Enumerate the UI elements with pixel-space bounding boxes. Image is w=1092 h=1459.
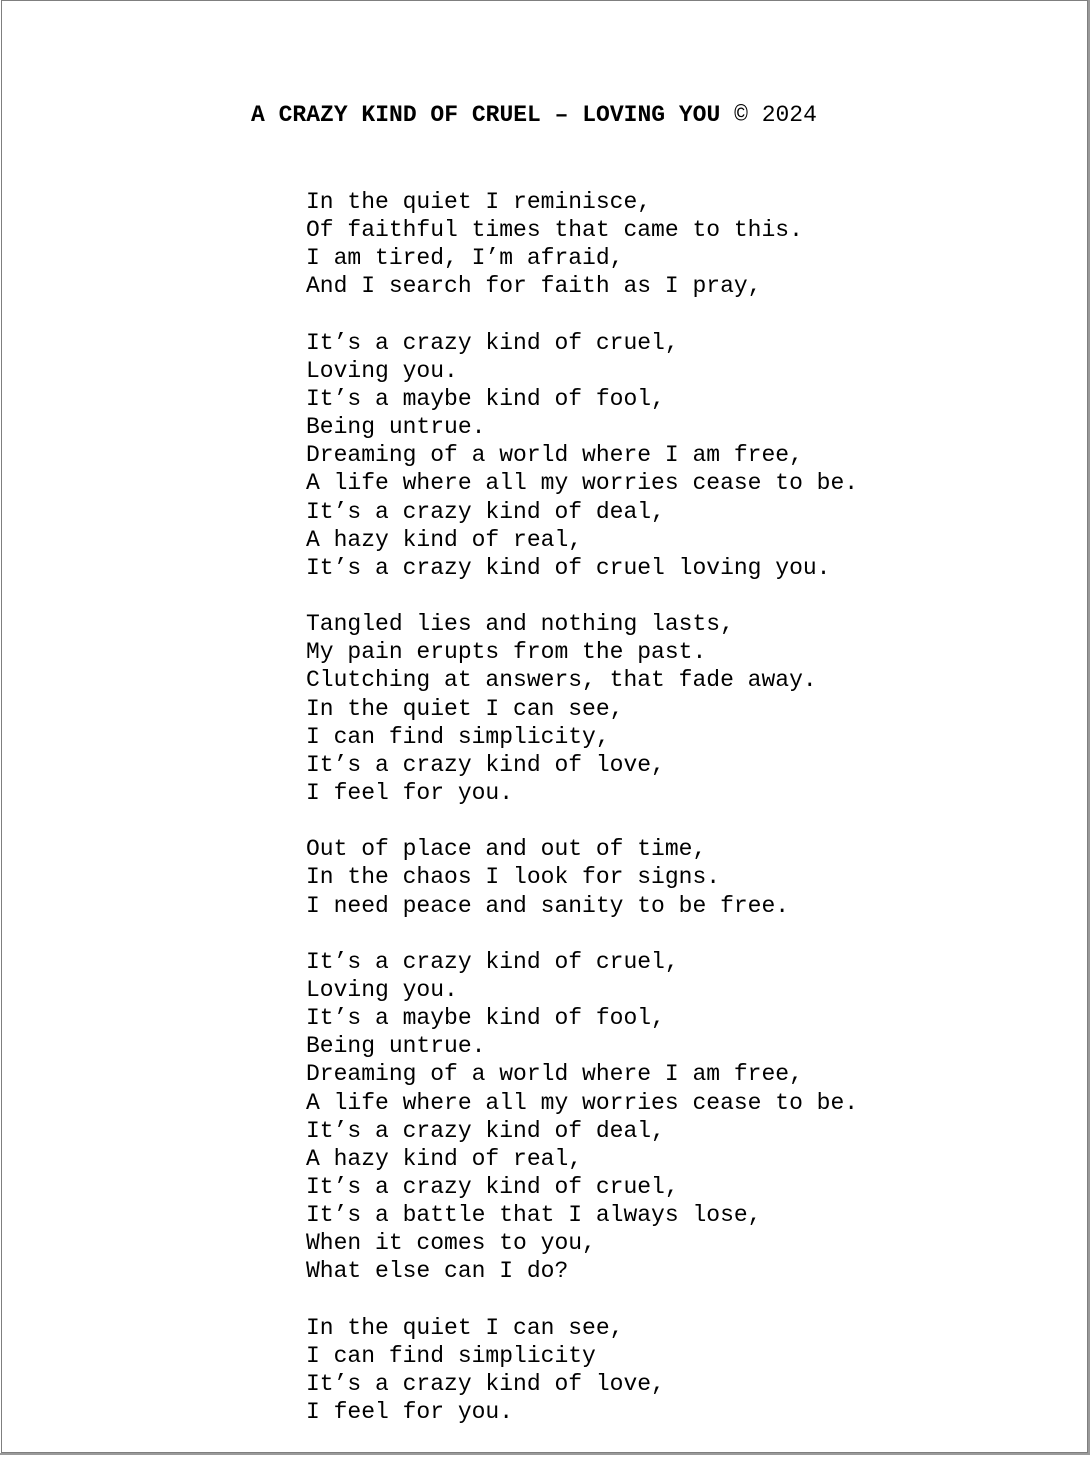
lyric-line: A life where all my worries cease to be.	[306, 1089, 859, 1116]
lyric-line: I need peace and sanity to be free.	[306, 892, 790, 919]
lyric-line: It’s a maybe kind of fool,	[306, 1005, 665, 1032]
lyric-line: And I search for faith as I pray,	[306, 273, 762, 300]
lyric-line: I can find simplicity,	[306, 723, 610, 750]
lyric-line: It’s a crazy kind of deal,	[306, 1117, 665, 1144]
lyric-line: It’s a crazy kind of cruel loving you.	[306, 554, 831, 581]
lyric-line: I feel for you.	[306, 779, 514, 806]
lyric-line: It’s a crazy kind of love,	[306, 1370, 665, 1397]
lyric-line: Of faithful times that came to this.	[306, 217, 803, 244]
stanza	[306, 1314, 858, 1427]
page-shadow-bottom	[0, 1453, 1090, 1455]
lyric-line: It’s a crazy kind of love,	[306, 751, 665, 778]
stanza	[306, 835, 858, 919]
lyric-line: Being untrue.	[306, 414, 486, 441]
copyright-notice: © 2024	[720, 102, 817, 128]
lyric-line: In the quiet I can see,	[306, 695, 624, 722]
lyric-line: It’s a crazy kind of deal,	[306, 498, 665, 525]
lyric-line: I am tired, I’m afraid,	[306, 245, 624, 272]
lyric-line: I can find simplicity	[306, 1342, 596, 1369]
lyric-line: A hazy kind of real,	[306, 526, 583, 553]
lyric-line: In the chaos I look for signs.	[306, 864, 721, 891]
lyric-line: Tangled lies and nothing lasts,	[306, 611, 734, 638]
lyric-line: Dreaming of a world where I am free,	[306, 442, 803, 469]
stanza	[306, 948, 858, 1286]
lyric-line: Being untrue.	[306, 1033, 486, 1060]
lyric-line: When it comes to you,	[306, 1230, 596, 1257]
page-title	[251, 100, 817, 130]
lyric-line: It’s a crazy kind of cruel,	[306, 948, 679, 975]
lyric-line: It’s a crazy kind of cruel,	[306, 1173, 679, 1200]
lyric-line: What else can I do?	[306, 1258, 569, 1285]
lyric-line: Dreaming of a world where I am free,	[306, 1061, 803, 1088]
stanza	[306, 610, 858, 807]
lyric-line: I feel for you.	[306, 1399, 514, 1426]
lyrics-body	[306, 188, 858, 1426]
lyric-line: Clutching at answers, that fade away.	[306, 667, 817, 694]
stanza	[306, 188, 858, 301]
lyric-line: It’s a maybe kind of fool,	[306, 385, 665, 412]
lyric-line: In the quiet I reminisce,	[306, 189, 652, 215]
lyric-line: Loving you.	[306, 357, 458, 384]
lyric-line: Loving you.	[306, 976, 458, 1003]
lyric-line: My pain erupts from the past.	[306, 639, 707, 666]
song-title: A CRAZY KIND OF CRUEL – LOVING YOU	[251, 102, 721, 128]
page-shadow-right	[1088, 0, 1090, 1455]
lyric-line: A life where all my worries cease to be.	[306, 470, 859, 497]
stanza	[306, 329, 858, 582]
lyric-line: It’s a battle that I always lose,	[306, 1202, 762, 1229]
lyric-line: In the quiet I can see,	[306, 1314, 624, 1341]
lyric-line: A hazy kind of real,	[306, 1145, 583, 1172]
lyric-line: It’s a crazy kind of cruel,	[306, 329, 679, 356]
lyric-line: Out of place and out of time,	[306, 836, 707, 863]
document-page	[1, 0, 1088, 1453]
